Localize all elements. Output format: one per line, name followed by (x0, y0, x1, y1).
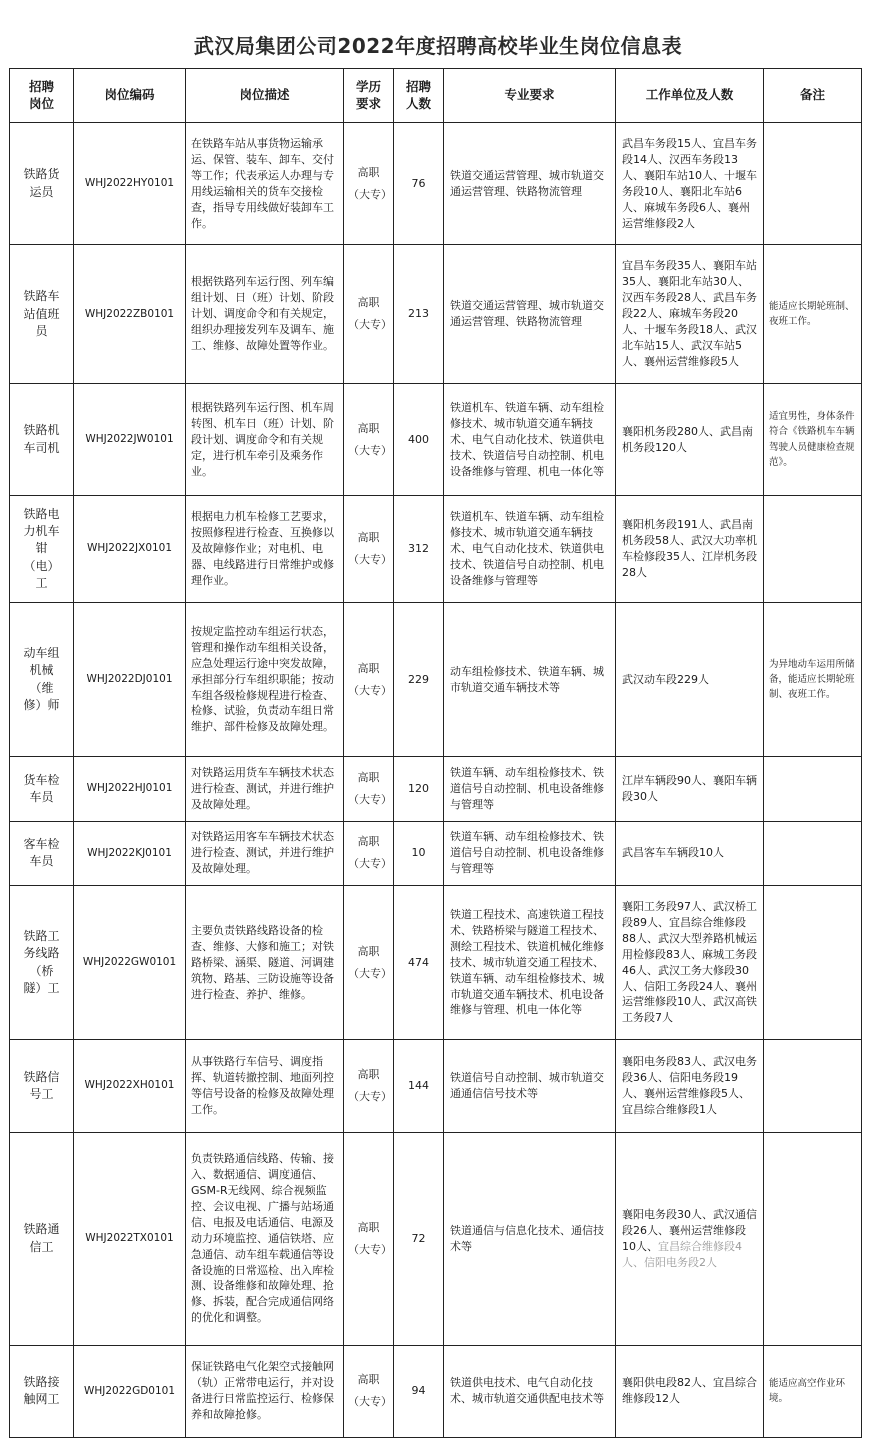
code-cell (74, 1132, 186, 1345)
count-cell-text: 76 (411, 176, 426, 190)
post-cell (10, 245, 74, 384)
post-cell (10, 1132, 74, 1345)
note-cell (764, 602, 862, 757)
education-cell-text: 高职 （大专） (348, 1068, 392, 1104)
code-cell (74, 602, 186, 757)
post-cell-text: 铁路信 号工 (23, 1069, 60, 1102)
note-cell (764, 1132, 862, 1345)
unit-cell (616, 245, 764, 384)
code-cell-text: WHJ2022ZB0101 (84, 307, 175, 320)
unit-cell (616, 496, 764, 602)
description-cell-text: 主要负责铁路线路设备的检查、维修、大修和施工；对铁路桥梁、涵渠、隧道、河调建筑物、路基、三防设施等设备进行检查、养护、维修。 (191, 923, 334, 1001)
education-cell-text: 高职 （大专） (348, 770, 392, 806)
code-cell-text: WHJ2022GD0101 (83, 1384, 176, 1397)
table-row (10, 1345, 862, 1437)
post-cell-text: 铁路通 信工 (23, 1222, 60, 1254)
description-cell-text: 按规定监控动车组运行状态，管理和操作动车组相关设备，应急处理运行途中突发故障，承担部分行车组织职能；按动车组各级检修规程进行检查、检修、试验，负责动车组日常维护、部件检修及故障处理。 (191, 624, 334, 734)
count-cell (394, 602, 444, 757)
description-cell (186, 245, 344, 384)
unit-cell (616, 602, 764, 757)
major-cell-text: 铁道车辆、动车组检修技术、铁道信号自动控制、机电设备维修与管理等 (450, 766, 604, 811)
description-cell (186, 821, 344, 885)
education-cell-text: 高职 （大专） (348, 661, 392, 697)
unit-cell (616, 383, 764, 495)
education-cell (344, 123, 394, 245)
code-cell (74, 885, 186, 1040)
unit-text: 江岸车辆段90人、襄阳车辆段30人 (622, 774, 757, 803)
count-cell (394, 496, 444, 602)
header-note: 备注 (764, 69, 862, 123)
major-cell-text: 铁道交通运营管理、城市轨道交通运营管理、铁路物流管理 (450, 299, 604, 329)
unit-cell (616, 821, 764, 885)
count-cell-text: 474 (408, 955, 429, 969)
post-cell-text: 铁路车 站值班 员 (23, 289, 60, 338)
major-cell (444, 1040, 616, 1132)
unit-text: 襄阳机务段191人、武昌南机务段58人、武汉大功率机车检修段35人、江岸机务段28人 (622, 518, 757, 580)
code-cell-text: WHJ2022KJ0101 (87, 846, 172, 859)
unit-cell (616, 1345, 764, 1437)
unit-cell (616, 1132, 764, 1345)
note-cell (764, 383, 862, 495)
count-cell (394, 757, 444, 821)
major-cell (444, 821, 616, 885)
post-cell-text: 铁路机 车司机 (23, 423, 60, 455)
post-cell (10, 1040, 74, 1132)
description-cell-text: 保证铁路电气化架空式接触网（轨）正常带电运行，并对设备进行日常监控运行、检修保养和故障抢修。 (191, 1360, 334, 1422)
count-cell-text: 72 (411, 1231, 426, 1245)
post-cell-text: 客车检 车员 (23, 836, 60, 869)
education-cell (344, 602, 394, 757)
major-cell-text: 铁道信号自动控制、城市轨道交通通信信号技术等 (450, 1071, 604, 1101)
education-cell (344, 496, 394, 602)
note-cell (764, 496, 862, 602)
code-cell-text: WHJ2022JX0101 (86, 542, 173, 555)
education-cell (344, 383, 394, 495)
unit-text: 武昌车务段15人、宜昌车务段14人、汉西车务段13人、襄阳车站10人、十堰车务段10人、襄阳北车站6人、麻城车务段6人、襄州运营维修段2人 (622, 136, 757, 230)
count-cell (394, 1040, 444, 1132)
education-cell (344, 1345, 394, 1437)
code-cell (74, 245, 186, 384)
post-cell-text: 货车检 车员 (23, 772, 60, 804)
major-cell (444, 1345, 616, 1437)
major-cell (444, 496, 616, 602)
note-cell-text: 能适应长期轮班制、夜班工作。 (769, 301, 855, 328)
header-edu: 学历 要求 (344, 69, 394, 123)
code-cell (74, 123, 186, 245)
post-cell (10, 602, 74, 757)
unit-text: 襄阳供电段82人、宜昌综合维修段12人 (622, 1376, 757, 1406)
major-cell-text: 铁道机车、铁道车辆、动车组检修技术、城市轨道交通车辆技术、电气自动化技术、铁道供电技术、铁道信号自动控制、机电设备维修与管理、机电一体化等 (450, 400, 604, 478)
code-cell (74, 383, 186, 495)
count-cell-text: 10 (411, 846, 426, 860)
header-major: 专业要求 (444, 69, 616, 123)
code-cell (74, 496, 186, 602)
note-cell (764, 821, 862, 885)
unit-cell (616, 123, 764, 245)
table-row (10, 885, 862, 1040)
post-cell-text: 铁路工 务线路 （桥 隧）工 (23, 928, 60, 995)
description-cell (186, 123, 344, 245)
table-row (10, 602, 862, 757)
post-cell-text: 铁路接 触网工 (23, 1374, 60, 1407)
unit-text: 武汉动车段229人 (622, 672, 709, 686)
header-desc: 岗位描述 (186, 69, 344, 123)
education-cell-text: 高职 （大专） (348, 421, 392, 457)
unit-text: 武昌客车车辆段10人 (622, 846, 724, 860)
count-cell-text: 213 (408, 307, 429, 321)
post-cell (10, 821, 74, 885)
description-cell (186, 383, 344, 495)
note-cell-text: 适宜男性，身体条件符合《铁路机车车辆驾驶人员健康检查规范》。 (769, 411, 855, 468)
code-cell (74, 757, 186, 821)
header-code: 岗位编码 (74, 69, 186, 123)
major-cell (444, 383, 616, 495)
table-row (10, 1132, 862, 1345)
description-cell (186, 1040, 344, 1132)
unit-faded-text: 宜昌综合维修段4人、信阳电务段2人 (622, 1239, 742, 1269)
post-cell (10, 496, 74, 602)
major-cell (444, 1132, 616, 1345)
post-cell (10, 123, 74, 245)
education-cell (344, 1040, 394, 1132)
table-row (10, 496, 862, 602)
header-unit: 工作单位及人数 (616, 69, 764, 123)
description-cell-text: 根据铁路列车运行图、机车周转图、机车日（班）计划、阶段计划、调度命令和有关规定，进行机车牵引及乘务作业。 (191, 400, 334, 478)
description-cell-text: 对铁路运用货车车辆技术状态进行检查、测试，并进行维护及故障处理。 (191, 766, 334, 811)
code-cell (74, 1345, 186, 1437)
job-info-table (9, 68, 862, 1438)
post-cell (10, 383, 74, 495)
table-row (10, 757, 862, 821)
unit-text: 襄阳电务段30人、武汉通信段26人、襄州运营维修段10人、 (622, 1207, 757, 1253)
count-cell (394, 245, 444, 384)
major-cell-text: 铁道通信与信息化技术、通信技术等 (450, 1223, 604, 1253)
education-cell (344, 1132, 394, 1345)
description-cell (186, 602, 344, 757)
post-cell (10, 885, 74, 1040)
note-cell (764, 1040, 862, 1132)
table-row (10, 1040, 862, 1132)
header-post: 招聘 岗位 (10, 69, 74, 123)
major-cell (444, 602, 616, 757)
education-cell-text: 高职 （大专） (348, 296, 392, 332)
code-cell-text: WHJ2022HJ0101 (86, 782, 173, 795)
major-cell-text: 铁道车辆、动车组检修技术、铁道信号自动控制、机电设备维修与管理等 (450, 830, 604, 876)
post-cell-text: 铁路货 运员 (23, 167, 60, 199)
count-cell (394, 1345, 444, 1437)
description-cell-text: 根据电力机车检修工艺要求，按照修程进行检查、互换修以及故障修作业；对电机、电器、电线路进行日常维护或修理作业。 (191, 510, 334, 587)
note-cell (764, 757, 862, 821)
note-cell (764, 1345, 862, 1437)
post-cell (10, 757, 74, 821)
code-cell-text: WHJ2022GW0101 (82, 956, 177, 968)
count-cell (394, 885, 444, 1040)
code-cell-text: WHJ2022DJ0101 (86, 672, 173, 685)
note-cell-text: 为异地动车运用所储备，能适应长期轮班制、夜班工作。 (769, 658, 855, 701)
post-cell (10, 1345, 74, 1437)
description-cell-text: 从事铁路行车信号、调度指挥、轨道转撤控制、地面列控等信号设备的检修及故障处理工作。 (191, 1055, 334, 1117)
table-row (10, 383, 862, 495)
note-cell (764, 123, 862, 245)
major-cell-text: 铁道机车、铁道车辆、动车组检修技术、城市轨道交通车辆技术、电气自动化技术、铁道供电技术、铁道信号自动控制、机电设备维修与管理等 (450, 510, 604, 587)
education-cell (344, 821, 394, 885)
code-cell-text: WHJ2022TX0101 (85, 1232, 174, 1245)
post-cell-text: 动车组 机械 （维 修）师 (23, 645, 60, 712)
description-cell (186, 757, 344, 821)
table-row (10, 123, 862, 245)
description-cell-text: 根据铁路列车运行图、列车编组计划、日（班）计划、阶段计划、调度命令和有关规定，组织办理接发列车及调车、施工、维修、故障处置等作业。 (191, 275, 334, 353)
education-cell-text: 高职 （大专） (348, 165, 392, 201)
education-cell-text: 高职 （大专） (348, 1220, 392, 1256)
description-cell (186, 496, 344, 602)
major-cell-text: 动车组检修技术、铁道车辆、城市轨道交通车辆技术等 (450, 664, 604, 694)
education-cell-text: 高职 （大专） (348, 1373, 392, 1409)
major-cell (444, 245, 616, 384)
table-row (10, 821, 862, 885)
description-cell (186, 1345, 344, 1437)
count-cell-text: 400 (408, 432, 429, 446)
code-cell-text: WHJ2022XH0101 (84, 1079, 175, 1092)
unit-cell (616, 1040, 764, 1132)
count-cell-text: 229 (408, 672, 429, 686)
note-cell-text: 能适应高空作业环境。 (769, 1378, 846, 1405)
unit-cell (616, 757, 764, 821)
description-cell-text: 在铁路车站从事货物运输承运、保管、装车、卸车、交付等工作；代表承运人办理与专用线运输相关的货车交接检查，指导专用线做好装卸车工作。 (191, 136, 334, 230)
education-cell (344, 245, 394, 384)
count-cell-text: 120 (408, 782, 429, 795)
count-cell (394, 383, 444, 495)
count-cell-text: 144 (408, 1079, 429, 1093)
count-cell-text: 312 (408, 542, 429, 556)
count-cell (394, 123, 444, 245)
unit-text: 宜昌车务段35人、襄阳车站35人、襄阳北车站30人、汉西车务段28人、武昌车务段22人、麻城车务段20人、十堰车务段18人、武汉北车站15人、武汉车站5人、襄州运营维修段5人 (622, 259, 757, 369)
education-cell (344, 885, 394, 1040)
code-cell (74, 821, 186, 885)
count-cell (394, 821, 444, 885)
code-cell-text: WHJ2022JW0101 (85, 433, 174, 446)
unit-text: 襄阳工务段97人、武汉桥工段89人、宜昌综合维修段88人、武汉大型养路机械运用检修段83人、麻城工务段46人、武汉工务大修段30人、信阳工务段24人、襄州运营维修段10人、武汉高铁工务段7人 (622, 899, 757, 1025)
unit-cell (616, 885, 764, 1040)
major-cell (444, 757, 616, 821)
education-cell (344, 757, 394, 821)
unit-text: 襄阳电务段83人、武汉电务段36人、信阳电务段19人、襄州运营维修段5人、宜昌综合维修段1人 (622, 1055, 757, 1117)
note-cell (764, 245, 862, 384)
code-cell (74, 1040, 186, 1132)
count-cell-text: 94 (411, 1384, 426, 1398)
unit-text: 襄阳机务段280人、武昌南机务段120人 (622, 424, 753, 454)
note-cell (764, 885, 862, 1040)
description-cell (186, 885, 344, 1040)
table-body (10, 123, 862, 1438)
table-row (10, 245, 862, 384)
education-cell-text: 高职 （大专） (348, 835, 392, 871)
education-cell-text: 高职 （大专） (348, 531, 392, 567)
header-row (10, 69, 862, 123)
major-cell (444, 885, 616, 1040)
header-count: 招聘 人数 (394, 69, 444, 123)
education-cell-text: 高职 （大专） (348, 944, 392, 980)
major-cell (444, 123, 616, 245)
count-cell (394, 1132, 444, 1345)
post-cell-text: 铁路电 力机车 钳 （电） 工 (23, 506, 60, 591)
major-cell-text: 铁道交通运营管理、城市轨道交通运营管理、铁路物流管理 (450, 168, 604, 198)
major-cell-text: 铁道供电技术、电气自动化技术、城市轨道交通供配电技术等 (450, 1376, 604, 1406)
description-cell (186, 1132, 344, 1345)
code-cell-text: WHJ2022HY0101 (84, 177, 175, 190)
description-cell-text: 负责铁路通信线路、传输、接入、数据通信、调度通信、GSM-R无线网、综合视频监控、会议电视、广播与站场通信、电报及电话通信、电源及动力环境监控、通信铁塔、应急通信、动车组车载通信等设备设施的日常巡检、出入库检测、设备维修和故障处理、抢修、拆装，配合完成通信网络的优化和调整。 (191, 1151, 334, 1325)
description-cell-text: 对铁路运用客车车辆技术状态进行检查、测试，并进行维护及故障处理。 (191, 830, 334, 876)
major-cell-text: 铁道工程技术、高速铁道工程技术、铁路桥梁与隧道工程技术、测绘工程技术、铁道机械化维修技术、城市轨道交通工程技术、铁道车辆、动车组检修技术、城市轨道交通车辆技术、机电设备维修与管理、机电一体化等 (450, 907, 604, 1017)
page-title: 武汉局集团公司2022年度招聘高校毕业生岗位信息表 (193, 34, 683, 58)
